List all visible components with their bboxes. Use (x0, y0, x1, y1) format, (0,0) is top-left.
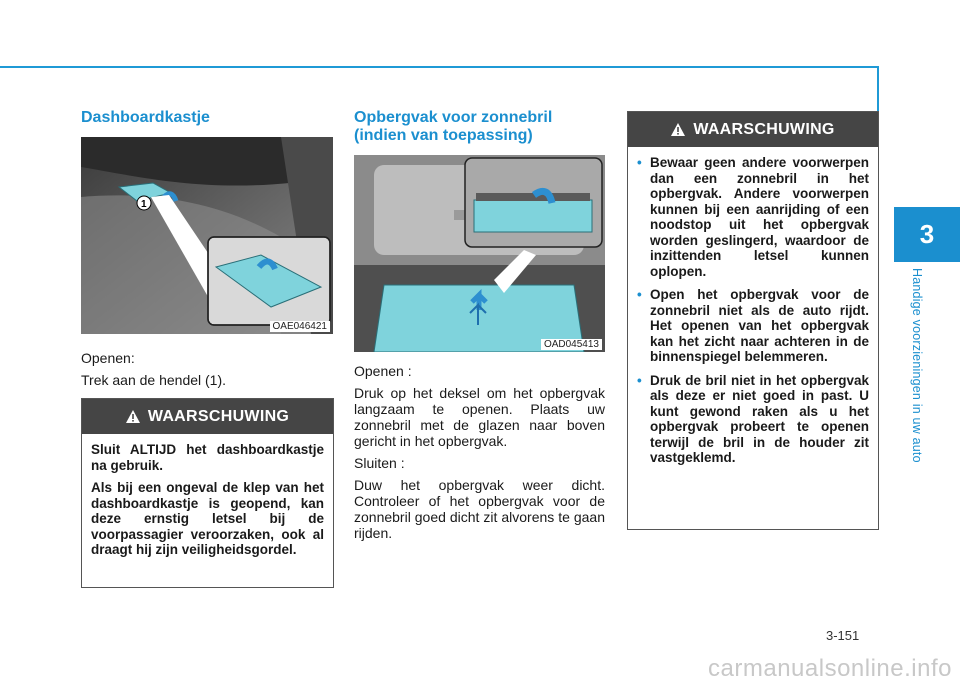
chapter-tab[interactable] (894, 207, 960, 262)
paragraph: Openen : (354, 363, 412, 379)
glovebox-instructions (81, 350, 333, 394)
figure-code: OAE046421 (270, 321, 331, 332)
warning-list (637, 155, 869, 466)
paragraph: Trek aan de hendel (1). (81, 372, 227, 388)
warning-header (628, 112, 878, 147)
header-rule (0, 66, 878, 68)
paragraph: Druk op het deksel om het opbergvak langzaam te openen. Plaats uw zonnebril met de glazen naar boven gericht in het opbergvak. (354, 385, 605, 449)
chapter-number: 3 (919, 219, 935, 249)
bullet-icon: • (637, 155, 642, 170)
warning-triangle-icon (126, 410, 140, 423)
page-number: 3-151 (826, 628, 860, 643)
warning-box-sunglasses (627, 111, 879, 530)
warning-box-glovebox (81, 398, 334, 588)
warning-paragraph: Sluit ALTIJD het dashboardkastje na gebruik. (91, 442, 324, 473)
warning-item: • Bewaar geen andere voorwerpen dan een zonnebril in het opbergvak. Andere voorwerpen kunnen bij een aanrijding of een noodstop uit het opbergvak worden geslingerd, waardoor de inzittenden letsel kunnen oplopen. (637, 155, 869, 279)
bullet-icon: • (637, 287, 642, 302)
paragraph: Sluiten : (354, 455, 405, 471)
sunglass-holder-illustration (354, 155, 605, 352)
warning-title: WAARSCHUWING (693, 120, 835, 138)
chapter-title: Handige voorzieningen in uw auto (910, 268, 924, 463)
section-heading-glovebox: Dashboardkastje (81, 109, 210, 126)
warning-item: • Druk de bril niet in het opbergvak als deze er niet goed in past. U kunt gewond raken als u het opbergvak probeert te openen terwijl de bril in de houder zit vastgeklemd. (637, 372, 869, 465)
sunglass-instructions (354, 363, 605, 547)
glovebox-figure (81, 137, 333, 334)
sunglass-holder-figure (354, 155, 605, 352)
bullet-icon: • (637, 372, 642, 388)
paragraph: Openen: (81, 350, 135, 366)
warning-item: • Open het opbergvak voor de zonnebril niet als de auto rijdt. Het openen van het opbergvak kan het zicht naar achteren in de binnenspiegel belemmeren. (637, 287, 869, 364)
glovebox-illustration (81, 137, 333, 334)
figure-callout: 1 (141, 199, 147, 210)
paragraph: Duw het opbergvak weer dicht. Controleer of het opbergvak voor de zonnebril goed dicht zit alvorens te gaan rijden. (354, 477, 605, 541)
warning-triangle-icon (671, 123, 685, 136)
warning-paragraph: Als bij een ongeval de klep van het dashboardkastje is geopend, kan deze ernstig letsel bij de voorpassagier veroorzaken, ook al draagt hij zijn veiligheidsgordel. (91, 480, 324, 557)
warning-header (82, 399, 333, 434)
watermark[interactable]: carmanualsonline.info (708, 655, 952, 682)
section-heading-sunglasses: Opbergvak voor zonnebril (indien van toepassing) (354, 109, 553, 144)
warning-title: WAARSCHUWING (147, 407, 290, 425)
figure-code: OAD045413 (541, 339, 602, 350)
